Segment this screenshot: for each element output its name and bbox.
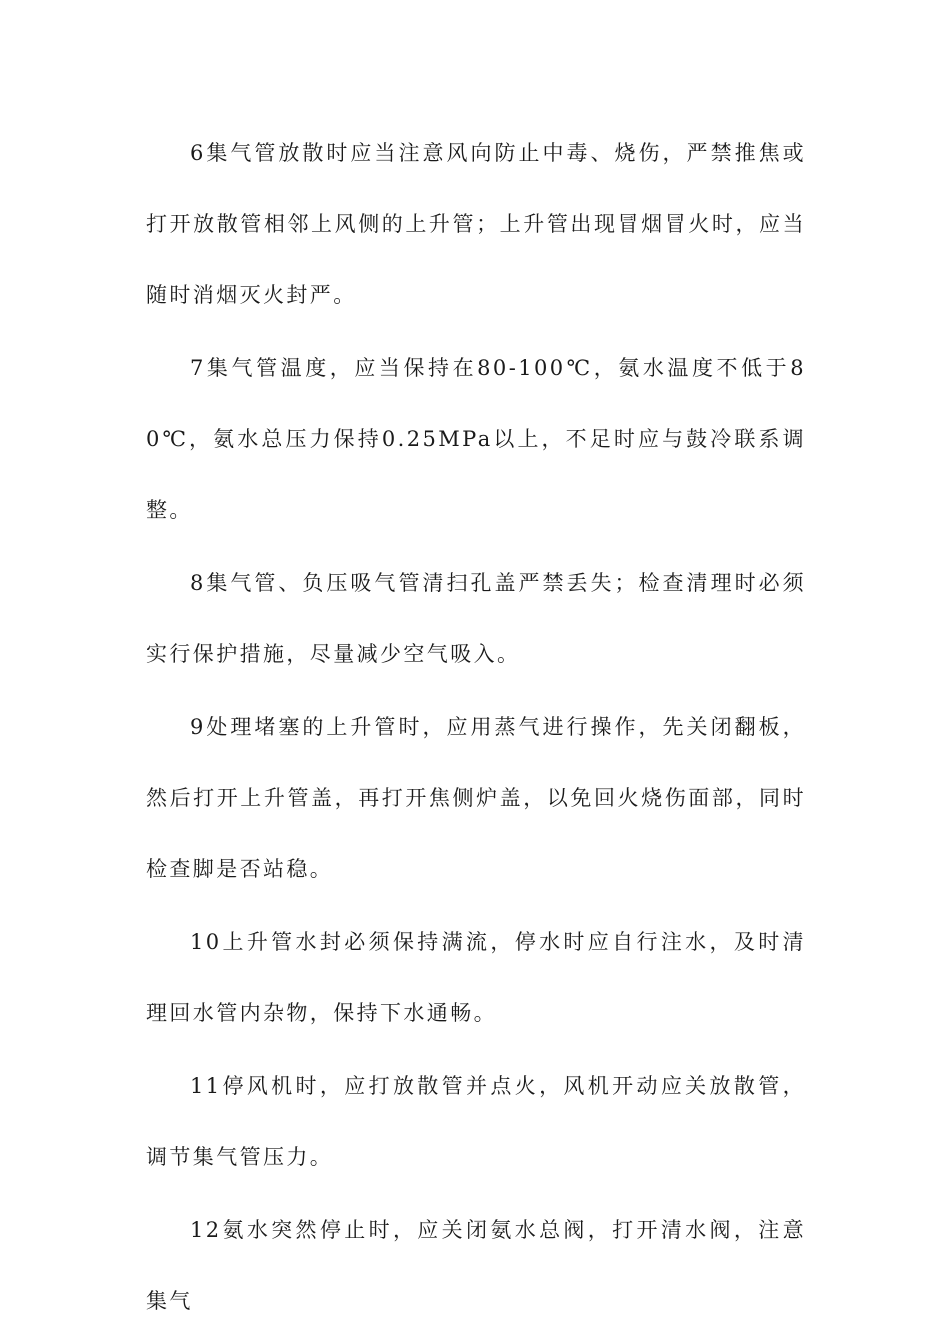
paragraph-11: 11停风机时，应打放散管并点火，风机开动应关放散管，调节集气管压力。 <box>146 1074 806 1169</box>
paragraph-6: 6集气管放散时应当注意风向防止中毒、烧伤，严禁推焦或打开放散管相邻上风侧的上升管；上升管出现冒烟冒火时，应当随时消烟灭火封严。 <box>146 141 806 307</box>
paragraph-9: 9处理堵塞的上升管时，应用蒸气进行操作，先关闭翻板，然后打开上升管盖，再打开焦侧炉盖，以免回火烧伤面部，同时检查脚是否站稳。 <box>146 715 806 881</box>
paragraph-10: 10上升管水封必须保持满流，停水时应自行注水，及时清理回水管内杂物，保持下水通畅。 <box>146 930 806 1025</box>
paragraph-7: 7集气管温度，应当保持在80-100℃，氨水温度不低于80℃，氨水总压力保持0.25MPa以上，不足时应与鼓冷联系调整。 <box>146 356 806 522</box>
document-body <box>146 118 806 1339</box>
paragraph-8: 8集气管、负压吸气管清扫孔盖严禁丢失；检查清理时必须实行保护措施，尽量减少空气吸入。 <box>146 571 806 666</box>
paragraph-12: 12氨水突然停止时，应关闭氨水总阀，打开清水阀，注意集气 <box>146 1218 806 1313</box>
